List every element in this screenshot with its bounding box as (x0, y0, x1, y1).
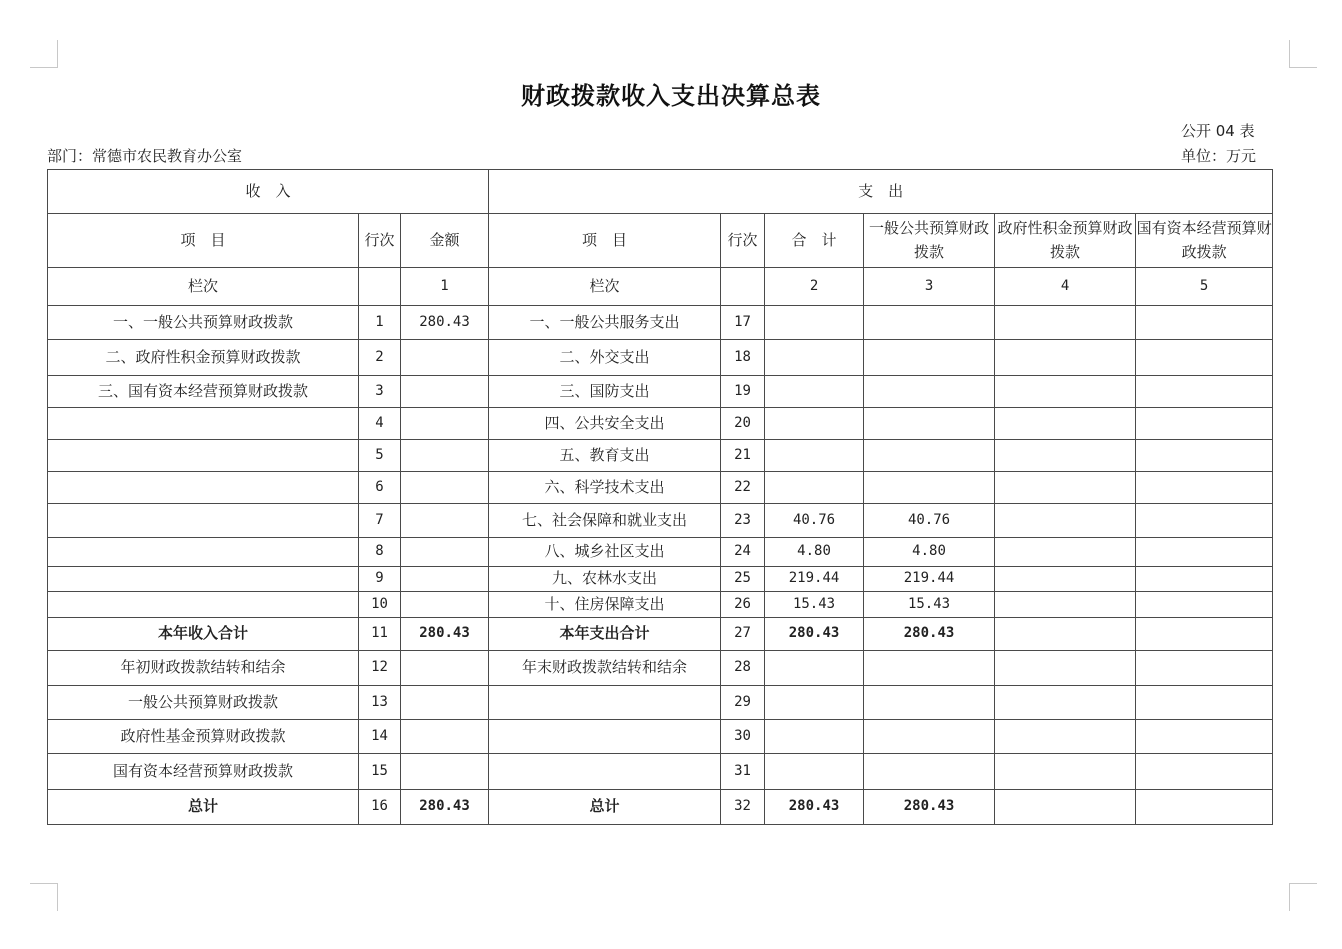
expense-item: 三、国防支出 (489, 376, 721, 408)
expense-item: 六、科学技术支出 (489, 472, 721, 504)
income-row-no: 5 (359, 440, 401, 472)
state-capital-amount (1136, 567, 1273, 592)
grand-total-row (48, 790, 1273, 825)
table-row (48, 306, 1273, 340)
table-row (48, 567, 1273, 592)
gov-fund-amount (995, 376, 1136, 408)
crop-mark (1289, 883, 1290, 911)
table-row (48, 651, 1273, 686)
income-row-no: 12 (359, 651, 401, 686)
general-budget-amount (864, 686, 995, 720)
total-amount (765, 472, 864, 504)
expense-item: 十、住房保障支出 (489, 592, 721, 618)
general-budget-amount: 4.80 (864, 538, 995, 567)
expense-row-no: 18 (721, 340, 765, 376)
general-budget-amount: 280.43 (864, 790, 995, 825)
total-amount (765, 720, 864, 754)
table-row (48, 340, 1273, 376)
gov-fund-amount (995, 618, 1136, 651)
crop-mark (57, 883, 58, 911)
table-row (48, 538, 1273, 567)
state-capital-amount (1136, 720, 1273, 754)
state-capital-amount (1136, 408, 1273, 440)
expense-rowno-index (721, 268, 765, 306)
general-budget-amount (864, 720, 995, 754)
income-amount (401, 592, 489, 618)
table-row (48, 376, 1273, 408)
expense-row-no: 27 (721, 618, 765, 651)
income-item: 一般公共预算财政拨款 (48, 686, 359, 720)
income-amount (401, 472, 489, 504)
state-capital-amount (1136, 306, 1273, 340)
general-budget-amount (864, 440, 995, 472)
general-budget-header: 一般公共预算财政拨款 (864, 214, 995, 268)
expense-row-no: 21 (721, 440, 765, 472)
income-row-no: 2 (359, 340, 401, 376)
income-row-no: 7 (359, 504, 401, 538)
total-amount: 4.80 (765, 538, 864, 567)
gov-fund-amount (995, 567, 1136, 592)
expense-row-no: 30 (721, 720, 765, 754)
income-item (48, 567, 359, 592)
gov-fund-amount (995, 720, 1136, 754)
expense-row-no: 29 (721, 686, 765, 720)
income-amount (401, 440, 489, 472)
expense-item-header: 项 目 (489, 214, 721, 268)
expense-item: 年末财政拨款结转和结余 (489, 651, 721, 686)
income-rowno-header: 行次 (359, 214, 401, 268)
form-number: 公开 04 表 (1181, 122, 1255, 140)
section-header-row (48, 170, 1273, 214)
general-budget-amount: 219.44 (864, 567, 995, 592)
income-amount (401, 651, 489, 686)
state-capital-index: 5 (1136, 268, 1273, 306)
income-item (48, 440, 359, 472)
total-header: 合 计 (765, 214, 864, 268)
expense-item: 四、公共安全支出 (489, 408, 721, 440)
income-row-no: 4 (359, 408, 401, 440)
table-row (48, 504, 1273, 538)
general-budget-amount: 15.43 (864, 592, 995, 618)
total-amount (765, 376, 864, 408)
income-amount (401, 408, 489, 440)
general-budget-amount (864, 754, 995, 790)
gov-fund-header: 政府性积金预算财政拨款 (995, 214, 1136, 268)
expense-item: 九、农林水支出 (489, 567, 721, 592)
income-subtotal-amount: 280.43 (401, 618, 489, 651)
total-amount (765, 754, 864, 790)
income-amount (401, 538, 489, 567)
income-item (48, 592, 359, 618)
subtotal-row (48, 618, 1273, 651)
income-rowno-index (359, 268, 401, 306)
table-row (48, 408, 1273, 440)
income-item: 国有资本经营预算财政拨款 (48, 754, 359, 790)
total-index: 2 (765, 268, 864, 306)
gov-fund-amount (995, 538, 1136, 567)
total-amount: 15.43 (765, 592, 864, 618)
state-capital-amount (1136, 754, 1273, 790)
state-capital-amount (1136, 790, 1273, 825)
expense-item: 二、外交支出 (489, 340, 721, 376)
expense-row-no: 31 (721, 754, 765, 790)
state-capital-amount (1136, 592, 1273, 618)
income-row-no: 3 (359, 376, 401, 408)
expense-rowno-header: 行次 (721, 214, 765, 268)
table-row (48, 592, 1273, 618)
income-item (48, 408, 359, 440)
total-amount: 280.43 (765, 790, 864, 825)
general-budget-amount (864, 306, 995, 340)
income-amount (401, 504, 489, 538)
income-item: 政府性基金预算财政拨款 (48, 720, 359, 754)
crop-mark (30, 883, 58, 884)
income-row-no: 9 (359, 567, 401, 592)
general-budget-amount (864, 472, 995, 504)
table-row (48, 754, 1273, 790)
gov-fund-amount (995, 440, 1136, 472)
table-row (48, 472, 1273, 504)
income-item (48, 538, 359, 567)
expense-row-no: 26 (721, 592, 765, 618)
expense-item: 五、教育支出 (489, 440, 721, 472)
income-item (48, 472, 359, 504)
income-grand-total-label: 总计 (48, 790, 359, 825)
state-capital-amount (1136, 376, 1273, 408)
expense-row-no: 25 (721, 567, 765, 592)
total-amount: 40.76 (765, 504, 864, 538)
expense-row-no: 24 (721, 538, 765, 567)
state-capital-amount (1136, 686, 1273, 720)
expense-item: 一、一般公共服务支出 (489, 306, 721, 340)
income-row-no: 16 (359, 790, 401, 825)
income-row-no: 11 (359, 618, 401, 651)
income-item: 二、政府性积金预算财政拨款 (48, 340, 359, 376)
total-amount (765, 651, 864, 686)
income-item: 三、国有资本经营预算财政拨款 (48, 376, 359, 408)
income-row-no: 8 (359, 538, 401, 567)
income-row-no: 14 (359, 720, 401, 754)
income-header: 收 入 (48, 170, 489, 214)
expense-row-no: 19 (721, 376, 765, 408)
unit-label: 单位：万元 (1181, 147, 1257, 165)
gov-fund-amount (995, 686, 1136, 720)
income-subtotal-label: 本年收入合计 (48, 618, 359, 651)
table-row (48, 686, 1273, 720)
general-budget-amount: 40.76 (864, 504, 995, 538)
state-capital-amount (1136, 440, 1273, 472)
general-budget-amount (864, 651, 995, 686)
state-capital-amount (1136, 472, 1273, 504)
expense-header: 支 出 (489, 170, 1273, 214)
department-label: 部门：常德市农民教育办公室 (47, 147, 243, 165)
expense-row-no: 23 (721, 504, 765, 538)
state-capital-amount (1136, 504, 1273, 538)
crop-mark (1289, 883, 1317, 884)
crop-mark (1289, 67, 1317, 68)
total-amount (765, 440, 864, 472)
gov-fund-amount (995, 340, 1136, 376)
income-row-no: 13 (359, 686, 401, 720)
expense-row-no: 20 (721, 408, 765, 440)
crop-mark (57, 40, 58, 68)
expense-item: 七、社会保障和就业支出 (489, 504, 721, 538)
expense-item (489, 754, 721, 790)
income-amount (401, 376, 489, 408)
page-title: 财政拨款收入支出决算总表 (521, 82, 821, 110)
gov-fund-amount (995, 472, 1136, 504)
gov-fund-amount (995, 754, 1136, 790)
total-amount: 219.44 (765, 567, 864, 592)
general-budget-amount (864, 376, 995, 408)
table-row (48, 440, 1273, 472)
expense-row-no: 17 (721, 306, 765, 340)
income-item (48, 504, 359, 538)
crop-mark (1289, 40, 1290, 68)
state-capital-amount (1136, 340, 1273, 376)
expense-item (489, 720, 721, 754)
expense-col-label: 栏次 (489, 268, 721, 306)
income-amount (401, 686, 489, 720)
gov-fund-amount (995, 651, 1136, 686)
gov-fund-amount (995, 408, 1136, 440)
income-item: 一、一般公共预算财政拨款 (48, 306, 359, 340)
column-index-row (48, 268, 1273, 306)
state-capital-amount (1136, 618, 1273, 651)
total-amount: 280.43 (765, 618, 864, 651)
income-amount-header: 金额 (401, 214, 489, 268)
expense-item: 八、城乡社区支出 (489, 538, 721, 567)
expense-subtotal-label: 本年支出合计 (489, 618, 721, 651)
table-row (48, 720, 1273, 754)
general-budget-index: 3 (864, 268, 995, 306)
expense-row-no: 32 (721, 790, 765, 825)
income-amount (401, 754, 489, 790)
income-amount (401, 720, 489, 754)
total-amount (765, 686, 864, 720)
income-row-no: 15 (359, 754, 401, 790)
expense-row-no: 22 (721, 472, 765, 504)
gov-fund-amount (995, 306, 1136, 340)
gov-fund-amount (995, 592, 1136, 618)
state-capital-amount (1136, 538, 1273, 567)
state-capital-header: 国有资本经营预算财政拨款 (1136, 214, 1273, 268)
general-budget-amount (864, 340, 995, 376)
gov-fund-index: 4 (995, 268, 1136, 306)
income-amount (401, 340, 489, 376)
gov-fund-amount (995, 504, 1136, 538)
income-amount: 280.43 (401, 306, 489, 340)
income-item: 年初财政拨款结转和结余 (48, 651, 359, 686)
gov-fund-amount (995, 790, 1136, 825)
income-amount (401, 567, 489, 592)
income-amount-index: 1 (401, 268, 489, 306)
column-header-row (48, 214, 1273, 268)
total-amount (765, 408, 864, 440)
total-amount (765, 306, 864, 340)
income-grand-total-amount: 280.43 (401, 790, 489, 825)
income-col-label: 栏次 (48, 268, 359, 306)
general-budget-amount (864, 408, 995, 440)
state-capital-amount (1136, 651, 1273, 686)
expense-row-no: 28 (721, 651, 765, 686)
income-row-no: 10 (359, 592, 401, 618)
expense-item (489, 686, 721, 720)
income-row-no: 6 (359, 472, 401, 504)
expense-grand-total-label: 总计 (489, 790, 721, 825)
income-item-header: 项 目 (48, 214, 359, 268)
total-amount (765, 340, 864, 376)
income-row-no: 1 (359, 306, 401, 340)
crop-mark (30, 67, 58, 68)
appropriation-table (47, 169, 1273, 825)
general-budget-amount: 280.43 (864, 618, 995, 651)
